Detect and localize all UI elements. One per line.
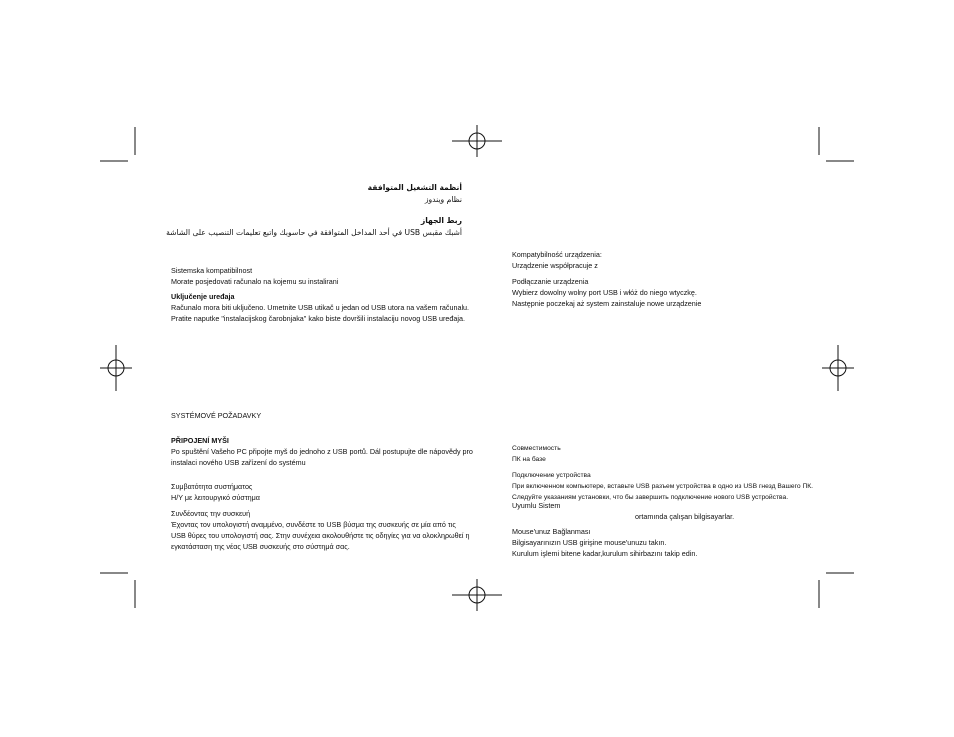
polish-section <box>512 249 701 309</box>
croatian-text-connect-2: Pratite naputke "instalacijskog čarobnjaka" kako biste dovršili instalaciju novog USB uređaja. <box>171 314 465 323</box>
greek-section <box>171 481 469 552</box>
turkish-text-connect-1: Bilgisayarınızın USB girişine mouse'unuzu takın. <box>512 538 667 547</box>
croatian-heading-compat: Sistemska kompatibilnost <box>171 266 253 275</box>
arabic-text-connect: أشبك مقبس USB في أحد المداخل المتوافقة في حاسوبك واتبع تعليمات التنصيب على الشاشة <box>166 228 462 237</box>
russian-heading-connect: Подключение устройства <box>512 472 591 479</box>
polish-text-connect-1: Wybierz dowolny wolny port USB i włóż do niego wtyczkę. <box>512 288 697 297</box>
russian-heading-compat: Совместимость <box>512 445 561 452</box>
registration-mark-top <box>452 125 502 157</box>
turkish-text-connect-2: Kurulum işlemi bitene kadar,kurulum sihirbazını takip edin. <box>512 549 698 558</box>
polish-heading-connect: Podłączanie urządzenia <box>512 277 589 286</box>
greek-text-compat: Η/Υ με λειτουργικό σύστημα <box>171 493 260 502</box>
russian-text-connect-2: Следуйте указаниям установки, что бы завершить подключение нового USB устройства. <box>512 494 789 501</box>
czech-heading-compat: SYSTÉMOVÉ POŽADAVKY <box>171 411 262 420</box>
croatian-heading-connect: Uključenje uređaja <box>171 292 235 301</box>
greek-text-connect-3: εγκατάσταση της νέας USB συσκευής στο σύστημά σας. <box>171 542 350 551</box>
russian-section <box>512 443 813 503</box>
polish-text-connect-2: Następnie poczekaj aż system zainstaluje nowe urządzenie <box>512 299 702 308</box>
arabic-section <box>140 182 462 239</box>
czech-section <box>171 410 473 468</box>
croatian-text-connect-1: Računalo mora biti uključeno. Umetnite USB utikač u jedan od USB utora na vašem računalu. <box>171 303 470 312</box>
russian-text-connect-1: При включенном компьютере, вставьте USB разъем устройства в одно из USB гнезд Вашего ПК. <box>512 483 814 490</box>
turkish-text-compat: ortamında çalışan bilgisayarlar. <box>635 512 735 521</box>
arabic-heading-connect: ربط الجهاز <box>420 216 462 225</box>
croatian-section <box>171 265 469 324</box>
arabic-heading-compat: أنظمة التشغيل المتوافقة <box>367 183 462 192</box>
czech-text-connect-2: instalaci nového USB zařízení do systému <box>171 458 306 467</box>
turkish-section <box>512 500 734 559</box>
greek-heading-compat: Συμβατότητα συστήματος <box>171 482 253 491</box>
turkish-heading-connect: Mouse'unuz Bağlanması <box>512 527 591 536</box>
polish-text-compat: Urządzenie współpracuje z <box>512 261 598 270</box>
russian-text-compat: ПК на базе <box>512 456 546 463</box>
arabic-text-compat: نظام ويندوز <box>424 195 462 204</box>
registration-mark-left <box>100 345 132 391</box>
czech-text-connect-1: Po spuštění Vašeho PC připojte myš do jednoho z USB portů. Dál postupujte dle nápovědy pro <box>171 447 473 456</box>
greek-text-connect-1: Έχοντας τον υπολογιστή αναμμένο, συνδέστε το USB βύσμα της συσκευής σε μία από τις <box>171 520 456 529</box>
croatian-text-compat: Morate posjedovati računalo na kojemu su instalirani <box>171 277 339 286</box>
greek-heading-connect: Συνδέοντας την συσκευή <box>171 509 251 518</box>
turkish-heading-compat: Uyumlu Sistem <box>512 501 561 510</box>
registration-mark-bottom <box>452 579 502 611</box>
czech-heading-connect: PŘIPOJENÍ MYŠI <box>171 436 229 445</box>
registration-mark-right <box>822 345 854 391</box>
greek-text-connect-2: USB θύρες του υπολογιστή σας. Στην συνέχεια ακολουθήστε τις οδηγίες για να ολοκληρωθεί η <box>171 531 470 540</box>
polish-heading-compat: Kompatybilność urządzenia: <box>512 250 602 259</box>
